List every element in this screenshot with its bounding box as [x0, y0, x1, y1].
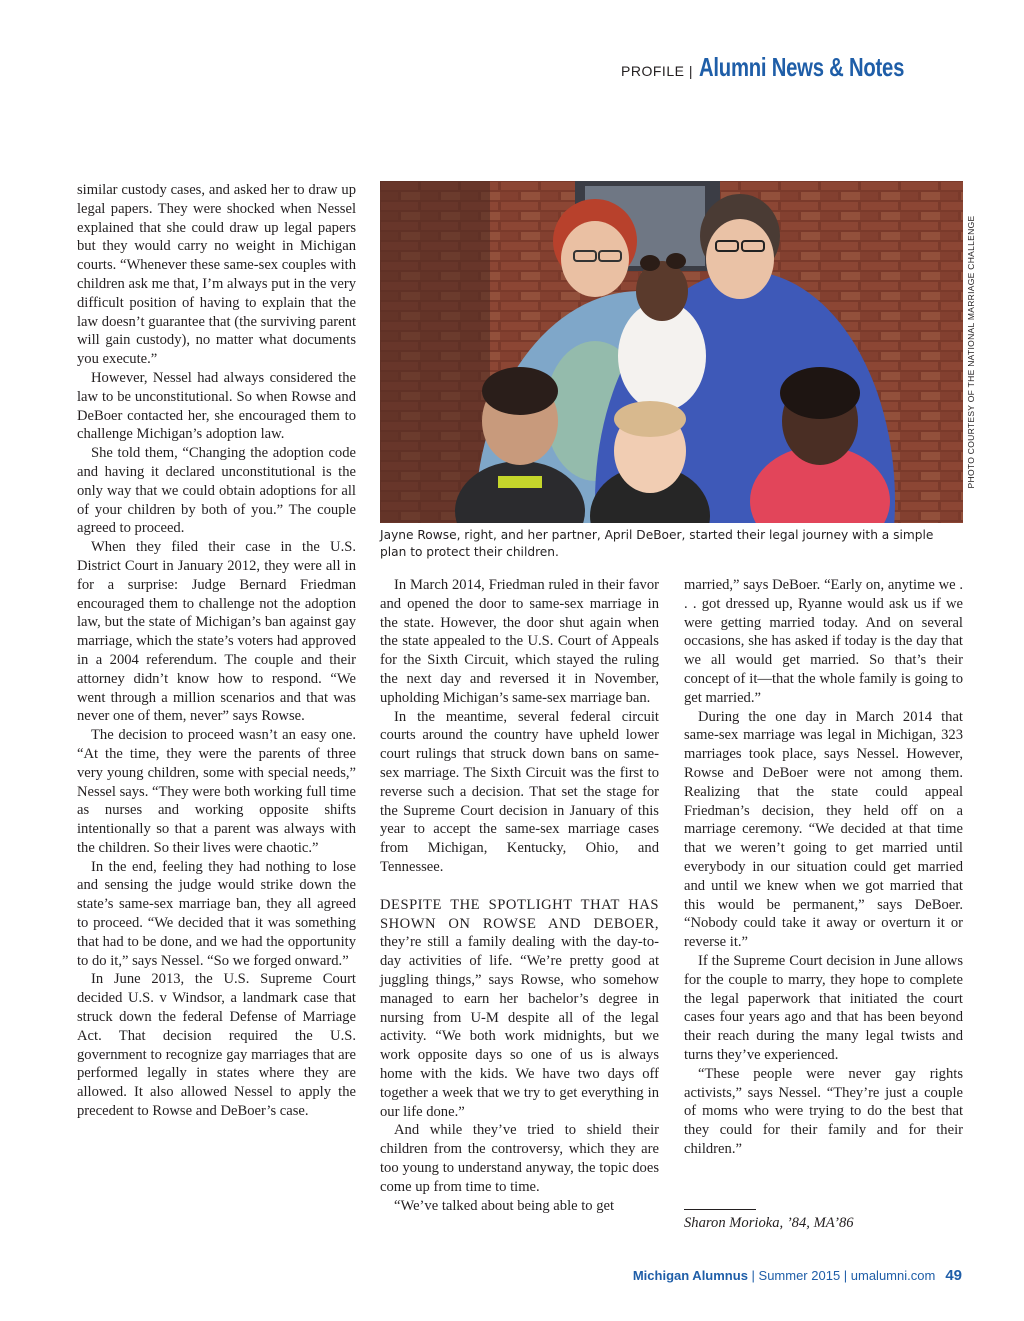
photo-credit: PHOTO COURTESY OF THE NATIONAL MARRIAGE CHALLENGE — [966, 215, 976, 489]
column-3 — [684, 576, 963, 1159]
paragraph: married,” says DeBoer. “Early on, anytime we . . . got dressed up, Ryanne would ask us if we were getting married today. And on several occasions, she has asked if today is the day that we all would get married. So that’s their concept of it—that the whole family is going to get married.” — [684, 577, 963, 706]
family-photo — [380, 181, 963, 523]
paragraph: “We’ve talked about being able to get — [394, 1197, 615, 1214]
paragraph: In the end, feeling they had nothing to lose and sensing the judge would strike down the state’s same-sex marriage ban, they all agreed to proceed. “We decided that it was something that had to be done, and we had the opportunity to do it,” says Nessel. “So we forged onward.” — [77, 858, 356, 969]
family-photo-illustration — [380, 181, 963, 523]
paragraph: “These people were never gay rights activists,” says Nessel. “They’re just a couple of moms who were trying to do the best that they could for their family and for their children.” — [684, 1065, 963, 1157]
paragraph: When they filed their case in the U.S. District Court in January 2012, they were all in for a surprise: Judge Bernard Friedman encouraged them to challenge not the adoption law, but the state of Michigan’s ban against gay marriage, which the state’s voters had approved in a 2004 referendum. The couple and their attorney didn’t know how to respond. “We went through a million scenarios and that was never one of them, never” says Rowse. — [77, 539, 356, 725]
paragraph: In the meantime, several federal circuit courts around the country have upheld lower court rulings that struck down bans on same-sex marriage. The Sixth Circuit was the first to reverse such a decision. That set the stage for the Supreme Court decision in January of this year to accept the same-sex marriage cases from Michigan, Kentucky, Ohio, and Tennessee. — [380, 708, 659, 875]
paragraph: similar custody cases, and asked her to draw up legal papers. They were shocked when Nessel explained that she could draw up legal papers but they would carry no weight in Michigan courts. “Whenever these same-sex couples with children ask me that, I’m always put in the very difficult position of having to explain that the law doesn’t guarantee that (the surviving parent will gain custody), no matter what documents you execute.” — [77, 182, 356, 368]
lead-paragraph — [380, 896, 659, 1122]
paragraph: If the Supreme Court decision in June allows for the couple to marry, they hope to complete the legal paperwork that initiated the court cases four years ago and that has been beyond their reach during the many legal twists and turns they’ve experienced. — [684, 952, 963, 1063]
section-label: PROFILE | — [621, 63, 693, 79]
author-byline: Sharon Morioka, ’84, MA’86 — [684, 1215, 854, 1231]
column-2 — [380, 576, 659, 1215]
issue-info: | Summer 2015 | umalumni.com — [747, 1268, 936, 1283]
section-title: Alumni News & Notes — [698, 52, 905, 82]
page-footer — [633, 1267, 962, 1284]
column-1 — [77, 181, 356, 1121]
magazine-name: Michigan Alumnus — [632, 1268, 748, 1283]
page-number: 49 — [945, 1267, 962, 1284]
paragraph: During the one day in March 2014 that same-sex marriage was legal in Michigan, 323 marriages took place, says Nessel. However, Rowse and DeBoer were not among them. Realizing that the state could appeal Friedman’s decision, they held off on a marriage ceremony. “We decided at that time that we weren’t going to get married until everybody in our situation could get married and until we knew when we got married that this would be permanent,” says DeBoer. “Nobody could take it away or overturn it or reverse it.” — [684, 708, 963, 951]
lead-paragraph-text: they’re still a family dealing with the day-to-day activities of life. “We’re pretty good at juggling things,” says Rowse, who somehow managed to earn her bachelor’s degree in nursing from U-M despite all of the legal activity. “We both work midnights, but we work opposite days so one of us is always home with the kids. We have two days off together a week that we try to get everything in our life done.” — [380, 934, 659, 1120]
paragraph: The decision to proceed wasn’t an easy one. “At the time, they were the parents of three very young children, some with special needs,” Nessel says. “They were both working full time as nurses and working opposite shifts intentionally so that a parent was always with the children. So their lives were chaotic.” — [77, 727, 356, 856]
lead-in: DESPITE THE SPOTLIGHT THAT HAS SHOWN ON ROWSE AND DEBOER, — [380, 896, 659, 932]
byline-rule — [684, 1209, 756, 1210]
photo-caption: Jayne Rowse, right, and her partner, April DeBoer, started their legal journey with a simple plan to protect their children. — [380, 528, 934, 559]
paragraph: In June 2013, the U.S. Supreme Court decided U.S. v Windsor, a landmark case that struck down the federal Defense of Marriage Act. That decision required the U.S. government to recognize gay marriages that are performed legally in states where they are allowed. It also allowed Nessel to apply the precedent to Rowse and DeBoer’s case. — [77, 971, 356, 1120]
paragraph: In March 2014, Friedman ruled in their favor and opened the door to same-sex marriage in the state. However, the door shut again when the state appealed to the U.S. Court of Appeals for the Sixth Circuit, which stayed the ruling the next day and reversed it in November, upholding Michigan’s same-sex marriage ban. — [380, 577, 659, 706]
paragraph: She told them, “Changing the adoption code and having it declared unconstitutional is the only way that we could obtain adoptions for all of your children by both of you.” The couple agreed to proceed. — [77, 445, 356, 537]
paragraph: And while they’ve tried to shield their children from the controversy, which they are too young to understand anyway, the topic does come up from time to time. — [380, 1122, 659, 1195]
page-header — [621, 52, 962, 83]
section-break — [380, 877, 659, 896]
paragraph: However, Nessel had always considered the law to be unconstitutional. So when Rowse and DeBoer contacted her, she encouraged them to challenge Michigan’s adoption law. — [77, 369, 356, 443]
